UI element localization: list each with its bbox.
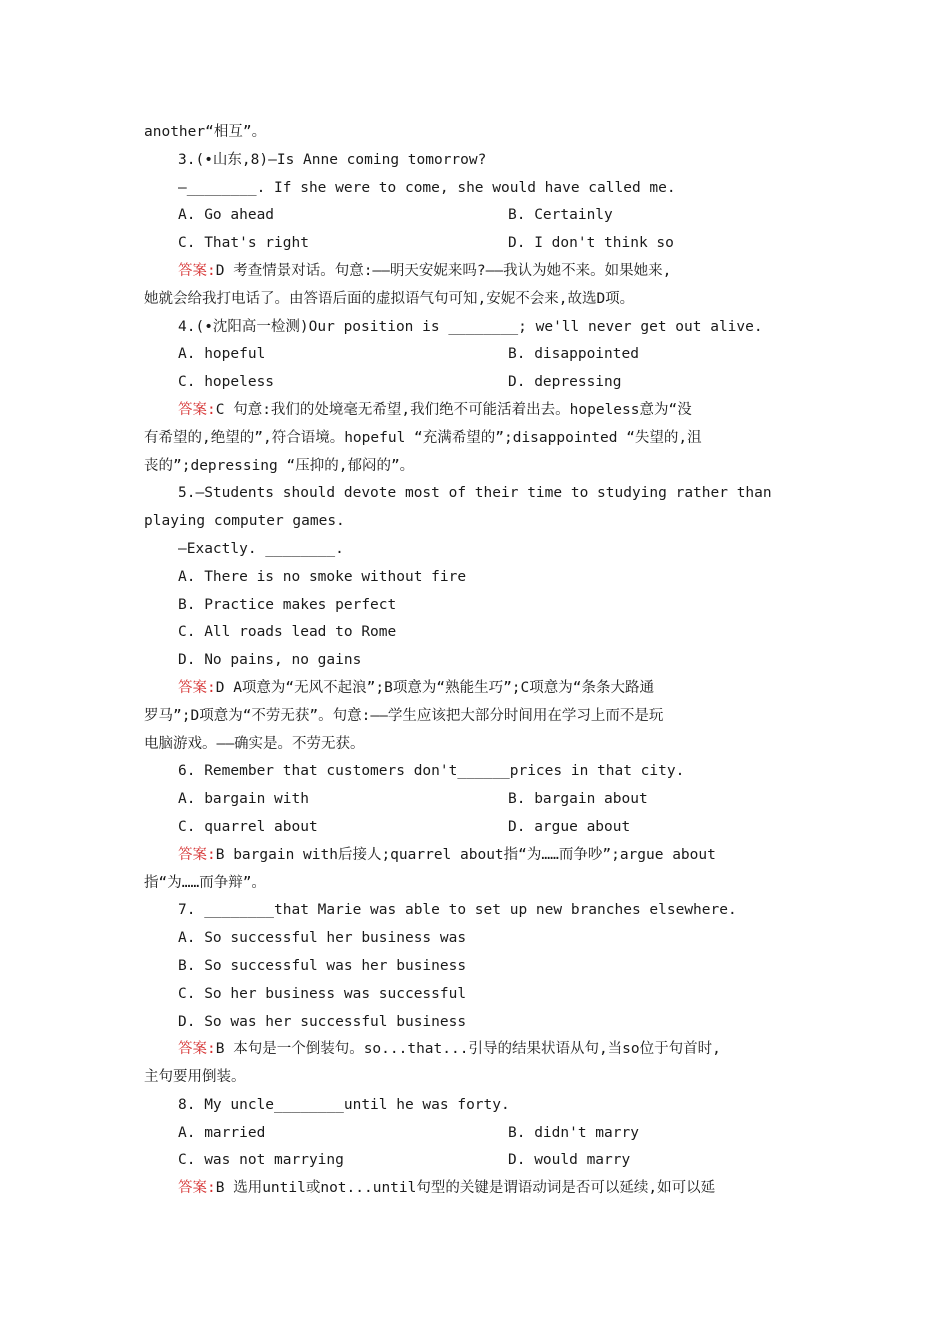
option-row (144, 1147, 814, 1175)
option-left: C. quarrel about (178, 818, 318, 835)
option-row (144, 341, 814, 369)
answer-text: B 选用until或not...until句型的关键是谓语动词是否可以延续,如可以延 (215, 1180, 716, 1197)
option-right: B. Certainly (508, 207, 613, 224)
option-row (144, 202, 814, 230)
question-line: 5.—Students should devote most of their time to studying rather than (178, 485, 772, 502)
continuation-line: 丧的”;depressing “压抑的,郁闷的”。 (144, 457, 415, 474)
answer-line (144, 397, 814, 425)
answer-label: 答案: (178, 401, 216, 418)
question-line: 8. My uncle________until he was forty. (178, 1096, 510, 1113)
answer-label: 答案: (178, 679, 216, 696)
question-line: —Exactly. ________. (178, 540, 344, 557)
option-row (144, 786, 814, 814)
option-left: A. Go ahead (178, 207, 275, 224)
answer-label: 答案: (178, 846, 216, 863)
answer-text: D A项意为“无风不起浪”;B项意为“熟能生巧”;C项意为“条条大路通 (215, 679, 654, 696)
option-row (144, 1120, 814, 1148)
continuation-line: 主句要用倒装。 (144, 1069, 246, 1086)
question-line: B. So successful was her business (178, 957, 467, 974)
answer-line (144, 1175, 814, 1203)
question-line: D. No pains, no gains (178, 652, 362, 669)
continuation-line: 罗马”;D项意为“不劳无获”。句意:——学生应该把大部分时间用在学习上而不是玩 (144, 707, 664, 724)
option-right: D. would marry (508, 1152, 631, 1169)
question-line: A. There is no smoke without fire (178, 568, 467, 585)
answer-label: 答案: (178, 1180, 216, 1197)
option-right: B. didn't marry (508, 1124, 639, 1141)
option-right: B. bargain about (508, 791, 648, 808)
answer-label: 答案: (178, 1041, 216, 1058)
option-right: D. I don't think so (508, 235, 674, 252)
answer-label: 答案: (178, 262, 216, 279)
question-line: D. So was her successful business (178, 1013, 467, 1030)
option-row (144, 369, 814, 397)
continuation-line: 指“为……而争辩”。 (144, 874, 266, 891)
question-line: —________. If she were to come, she would have called me. (178, 179, 676, 196)
continuation-line: 她就会给我打电话了。由答语后面的虚拟语气句可知,安妮不会来,故选D项。 (144, 290, 635, 307)
question-line: 6. Remember that customers don't______prices in that city. (178, 763, 685, 780)
question-line: 7. ________that Marie was able to set up new branches elsewhere. (178, 902, 737, 919)
question-line: 3.(•山东,8)—Is Anne coming tomorrow? (178, 151, 487, 168)
option-row (144, 230, 814, 258)
continuation-line: 有希望的,绝望的”,符合语境。hopeful “充满希望的”;disappointed “失望的,沮 (144, 429, 702, 446)
answer-line (144, 258, 814, 286)
question-line: C. So her business was successful (178, 985, 467, 1002)
option-right: D. depressing (508, 374, 622, 391)
question-line: C. All roads lead to Rome (178, 624, 397, 641)
answer-text: D 考查情景对话。句意:——明天安妮来吗?——我认为她不来。如果她来, (215, 262, 672, 279)
continuation-line: playing computer games. (144, 513, 345, 530)
answer-text: C 句意:我们的处境毫无希望,我们绝不可能活着出去。hopeless意为“没 (215, 401, 692, 418)
answer-text: B 本句是一个倒装句。so...that...引导的结果状语从句,当so位于句首时, (215, 1041, 721, 1058)
document-page (144, 119, 814, 1203)
answer-text: B bargain with后接人;quarrel about指“为……而争吵”;argue about (215, 846, 716, 863)
continuation-line: another“相互”。 (144, 124, 267, 140)
option-left: A. married (178, 1124, 266, 1141)
option-right: B. disappointed (508, 346, 639, 363)
answer-line (144, 842, 814, 870)
option-left: C. That's right (178, 235, 309, 252)
option-left: C. hopeless (178, 374, 275, 391)
option-left: A. bargain with (178, 791, 309, 808)
question-line: 4.(•沈阳高一检测)Our position is ________; we'll never get out alive. (178, 318, 763, 335)
answer-line (144, 675, 814, 703)
option-left: A. hopeful (178, 346, 266, 363)
option-row (144, 814, 814, 842)
continuation-line: 电脑游戏。——确实是。不劳无获。 (144, 735, 365, 752)
option-left: C. was not marrying (178, 1152, 344, 1169)
answer-line (144, 1036, 814, 1064)
question-line: A. So successful her business was (178, 930, 467, 947)
question-line: B. Practice makes perfect (178, 596, 397, 613)
option-right: D. argue about (508, 818, 631, 835)
